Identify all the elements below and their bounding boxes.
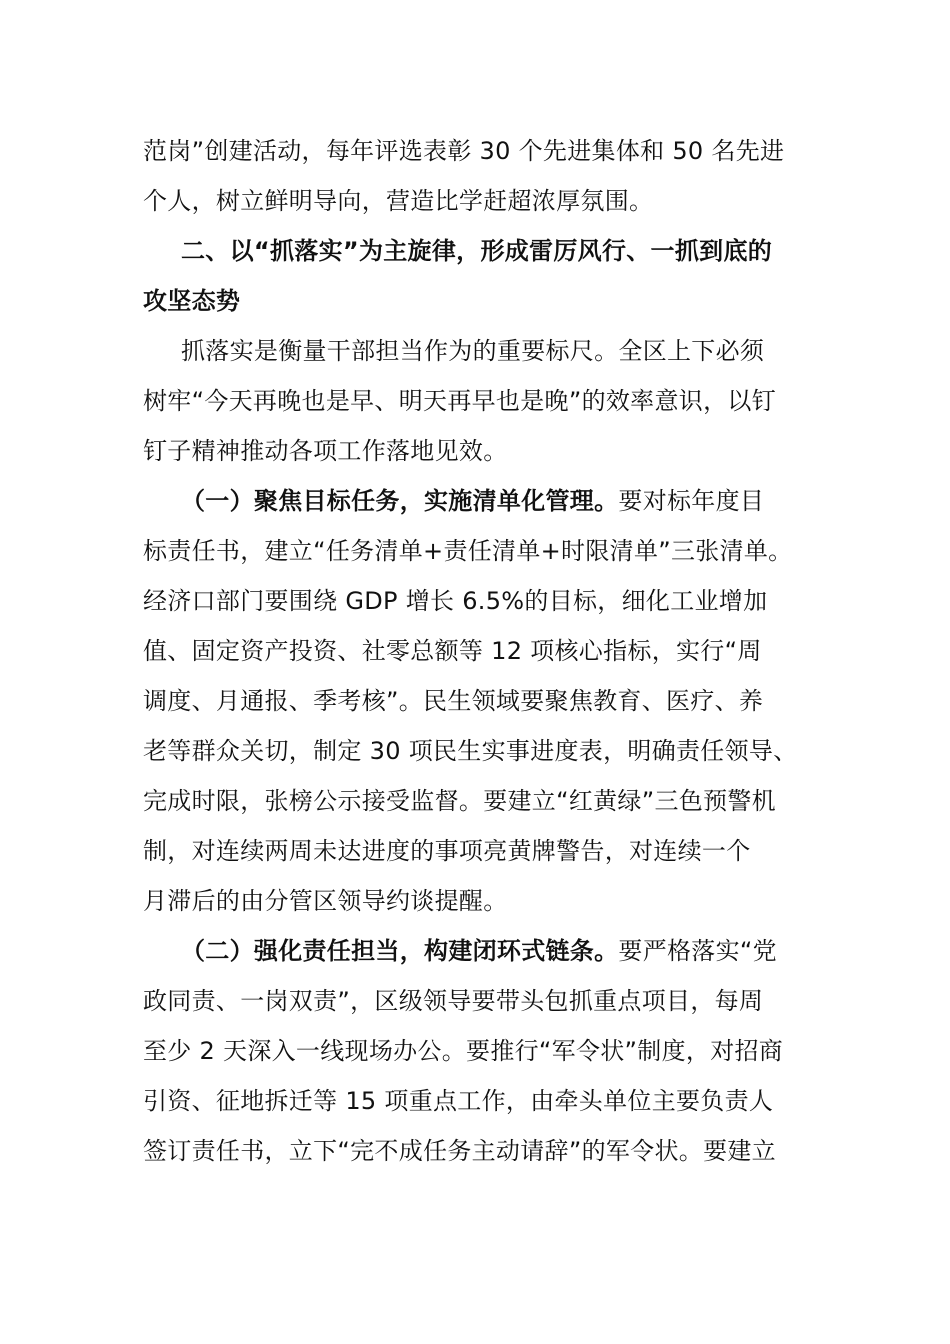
paragraph-line: 月滞后的由分管区领导约谈提醒。 bbox=[143, 887, 508, 915]
paragraph-line: 钉子精神推动各项工作落地见效。 bbox=[143, 437, 508, 465]
paragraph-line bbox=[181, 476, 764, 526]
paragraph-line: 引资、征地拆迁等 15 项重点工作，由牵头单位主要负责人 bbox=[143, 1087, 774, 1115]
paragraph-line: 个人，树立鲜明导向，营造比学赶超浓厚氛围。 bbox=[143, 187, 654, 215]
subsection-lead: （二）强化责任担当，构建闭环式链条。 bbox=[181, 937, 619, 965]
paragraph-line: 值、固定资产投资、社零总额等 12 项核心指标，实行“周 bbox=[143, 637, 762, 665]
subsection-lead: （一）聚焦目标任务，实施清单化管理。 bbox=[181, 487, 619, 515]
section-heading: 二、以“抓落实”为主旋律，形成雷厉风行、一抓到底的 bbox=[181, 237, 773, 265]
paragraph-line: 调度、月通报、季考核”。民生领域要聚焦教育、医疗、养 bbox=[143, 687, 764, 715]
paragraph-line: 树牢“今天再晚也是早、明天再早也是晚”的效率意识，以钉 bbox=[143, 387, 776, 415]
paragraph-line: 签订责任书，立下“完不成任务主动请辞”的军令状。要建立 bbox=[143, 1137, 776, 1165]
paragraph-line: 政同责、一岗双责”，区级领导要带头包抓重点项目，每周 bbox=[143, 987, 764, 1015]
paragraph-line: 制，对连续两周未达进度的事项亮黄牌警告，对连续一个 bbox=[143, 837, 751, 865]
section-heading-continued: 攻坚态势 bbox=[143, 287, 241, 315]
paragraph-line: 完成时限，张榜公示接受监督。要建立“红黄绿”三色预警机 bbox=[143, 787, 776, 815]
paragraph-line bbox=[181, 926, 777, 976]
paragraph-line: 老等群众关切，制定 30 项民生实事进度表，明确责任领导、 bbox=[143, 737, 798, 765]
paragraph-line: 经济口部门要围绕 GDP 增长 6.5%的目标，细化工业增加 bbox=[143, 587, 768, 615]
paragraph-line: 至少 2 天深入一线现场办公。要推行“军令状”制度，对招商 bbox=[143, 1037, 784, 1065]
paragraph-line: 标责任书，建立“任务清单+责任清单+时限清单”三张清单。 bbox=[143, 537, 793, 565]
paragraph-text: 要严格落实“党 bbox=[618, 937, 777, 965]
paragraph-text: 要对标年度目 bbox=[618, 487, 765, 515]
paragraph-line: 范岗”创建活动，每年评选表彰 30 个先进集体和 50 名先进 bbox=[143, 137, 785, 165]
paragraph-line: 抓落实是衡量干部担当作为的重要标尺。全区上下必须 bbox=[181, 337, 765, 365]
